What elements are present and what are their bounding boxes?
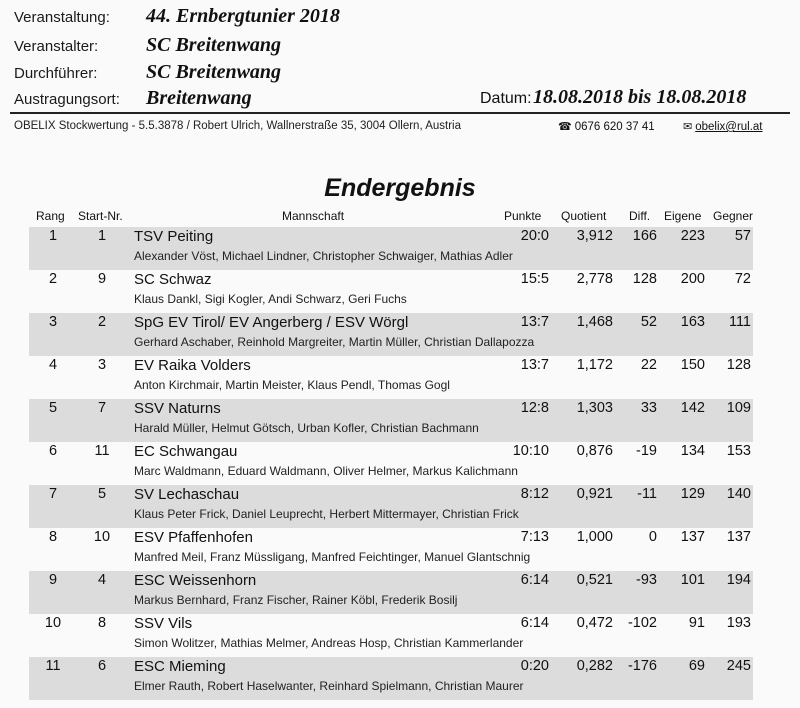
rank-cell: 3 xyxy=(48,314,58,330)
table-row xyxy=(29,442,753,485)
opponent-score-cell: 109 xyxy=(726,400,751,416)
points-cell: 6:14 xyxy=(520,615,549,631)
points-cell: 7:13 xyxy=(520,529,549,545)
start-number-cell: 8 xyxy=(97,615,107,631)
team-players: Markus Bernhard, Franz Fischer, Rainer Köbl, Frederik Bosilj xyxy=(134,593,458,607)
team-name: ESC Mieming xyxy=(134,658,226,675)
opponent-score-cell: 194 xyxy=(726,572,751,588)
opponent-score-cell: 137 xyxy=(726,529,751,545)
opponent-score-cell: 128 xyxy=(726,357,751,373)
quotient-cell: 3,912 xyxy=(576,228,613,244)
quotient-cell: 1,000 xyxy=(576,529,613,545)
veranstaltung-label: Veranstaltung: xyxy=(14,9,110,26)
col-diff: Diff. xyxy=(629,209,651,223)
rank-cell: 6 xyxy=(48,443,58,459)
quotient-cell: 2,778 xyxy=(576,271,613,287)
start-number-cell: 7 xyxy=(97,400,107,416)
page-title: Endergebnis xyxy=(324,174,476,202)
rank-cell: 7 xyxy=(48,486,58,502)
table-row xyxy=(29,313,753,356)
email-contact[interactable] xyxy=(683,120,763,133)
opponent-score-cell: 111 xyxy=(728,314,751,330)
col-quotient: Quotient xyxy=(561,209,607,223)
veranstalter-label: Veranstalter: xyxy=(14,38,99,55)
veranstaltung-value: 44. Ernbergtunier 2018 xyxy=(146,5,340,27)
own-score-cell: 101 xyxy=(680,572,705,588)
rank-cell: 2 xyxy=(48,271,58,287)
table-row xyxy=(29,528,753,571)
points-cell: 13:7 xyxy=(520,314,549,330)
quotient-cell: 1,303 xyxy=(576,400,613,416)
team-players: Anton Kirchmair, Martin Meister, Klaus Pendl, Thomas Gogl xyxy=(134,378,450,392)
own-score-cell: 163 xyxy=(680,314,705,330)
team-players: Elmer Rauth, Robert Haselwanter, Reinhard Spielmann, Christian Maurer xyxy=(134,679,524,693)
diff-cell: -93 xyxy=(636,572,657,588)
team-name: SSV Vils xyxy=(134,615,193,632)
table-row xyxy=(29,485,753,528)
phone-number: 0676 620 37 41 xyxy=(574,121,655,133)
col-mannschaft: Mannschaft xyxy=(282,209,345,223)
opponent-score-cell: 57 xyxy=(734,228,751,244)
diff-cell: -11 xyxy=(637,486,657,502)
team-name: TSV Peiting xyxy=(134,228,214,245)
diff-cell: 33 xyxy=(640,400,657,416)
start-number-cell: 1 xyxy=(97,228,107,244)
diff-cell: 128 xyxy=(632,271,657,287)
phone-contact xyxy=(558,120,655,133)
datum-value: 18.08.2018 bis 18.08.2018 xyxy=(533,86,747,108)
start-number-cell: 5 xyxy=(97,486,107,502)
quotient-cell: 0,472 xyxy=(576,615,613,631)
rank-cell: 10 xyxy=(44,615,62,631)
rank-cell: 4 xyxy=(48,357,58,373)
opponent-score-cell: 72 xyxy=(734,271,751,287)
own-score-cell: 150 xyxy=(680,357,705,373)
diff-cell: -176 xyxy=(627,658,657,674)
ort-label: Austragungsort: xyxy=(14,91,120,108)
start-number-cell: 11 xyxy=(94,443,110,459)
rank-cell: 9 xyxy=(48,572,58,588)
team-players: Klaus Dankl, Sigi Kogler, Andi Schwarz, Geri Fuchs xyxy=(134,292,407,306)
own-score-cell: 137 xyxy=(680,529,705,545)
start-number-cell: 9 xyxy=(97,271,107,287)
rank-cell: 8 xyxy=(48,529,58,545)
points-cell: 6:14 xyxy=(520,572,549,588)
veranstalter-value: SC Breitenwang xyxy=(146,34,282,56)
start-number-cell: 4 xyxy=(97,572,107,588)
start-number-cell: 6 xyxy=(97,658,107,674)
team-name: SSV Naturns xyxy=(134,400,221,417)
team-name: EV Raika Volders xyxy=(134,357,251,374)
team-players: Harald Müller, Helmut Götsch, Urban Kofler, Christian Bachmann xyxy=(134,421,479,435)
team-players: Alexander Vöst, Michael Lindner, Christopher Schwaiger, Mathias Adler xyxy=(134,249,513,263)
ort-value: Breitenwang xyxy=(146,87,252,109)
col-punkte: Punkte xyxy=(504,209,542,223)
col-gegner: Gegner xyxy=(713,209,754,223)
quotient-cell: 0,521 xyxy=(576,572,613,588)
email-link[interactable]: obelix@rul.at xyxy=(695,121,763,133)
durchfuehrer-label: Durchführer: xyxy=(14,65,98,82)
own-score-cell: 142 xyxy=(680,400,705,416)
opponent-score-cell: 193 xyxy=(726,615,751,631)
diff-cell: 52 xyxy=(640,314,657,330)
points-cell: 12:8 xyxy=(520,400,549,416)
rank-cell: 1 xyxy=(48,228,58,244)
own-score-cell: 200 xyxy=(680,271,705,287)
quotient-cell: 0,876 xyxy=(576,443,613,459)
own-score-cell: 129 xyxy=(680,486,705,502)
software-info: OBELIX Stockwertung - 5.5.3878 / Robert Ulrich, Wallnerstraße 35, 3004 Ollern, Austria xyxy=(14,120,462,132)
opponent-score-cell: 153 xyxy=(726,443,751,459)
team-players: Simon Wolitzer, Mathias Melmer, Andreas Hosp, Christian Kammerlander xyxy=(134,636,524,650)
rank-cell: 11 xyxy=(45,658,61,674)
start-number-cell: 10 xyxy=(93,529,111,545)
table-row xyxy=(29,657,753,700)
datum-label: Datum: xyxy=(480,90,532,107)
start-number-cell: 2 xyxy=(97,314,107,330)
quotient-cell: 1,468 xyxy=(576,314,613,330)
table-row xyxy=(29,356,753,399)
team-name: ESC Weissenhorn xyxy=(134,572,257,589)
team-players: Manfred Meil, Franz Müssligang, Manfred Feichtinger, Manuel Glantschnig xyxy=(134,550,531,564)
envelope-icon: ✉ xyxy=(683,121,693,133)
team-name: ESV Pfaffenhofen xyxy=(134,529,253,546)
points-cell: 8:12 xyxy=(520,486,549,502)
col-rang: Rang xyxy=(36,209,65,223)
table-row xyxy=(29,399,753,442)
start-number-cell: 3 xyxy=(97,357,107,373)
rank-cell: 5 xyxy=(48,400,58,416)
diff-cell: 166 xyxy=(632,228,657,244)
quotient-cell: 0,282 xyxy=(576,658,613,674)
table-row xyxy=(29,571,753,614)
table-row xyxy=(29,227,753,270)
diff-cell: -19 xyxy=(636,443,657,459)
table-row xyxy=(29,614,753,657)
diff-cell: 22 xyxy=(640,357,657,373)
opponent-score-cell: 140 xyxy=(726,486,751,502)
team-players: Gerhard Aschaber, Reinhold Margreiter, Martin Müller, Christian Dallapozza xyxy=(134,335,535,349)
team-players: Klaus Peter Frick, Daniel Leuprecht, Herbert Mittermayer, Christian Frick xyxy=(134,507,519,521)
own-score-cell: 69 xyxy=(688,658,705,674)
diff-cell: -102 xyxy=(627,615,657,631)
team-name: SC Schwaz xyxy=(134,271,212,288)
quotient-cell: 1,172 xyxy=(576,357,613,373)
telephone-icon: ☎ xyxy=(558,121,572,133)
own-score-cell: 91 xyxy=(688,615,705,631)
quotient-cell: 0,921 xyxy=(576,486,613,502)
team-players: Marc Waldmann, Eduard Waldmann, Oliver Helmer, Markus Kalichmann xyxy=(134,464,518,478)
points-cell: 13:7 xyxy=(520,357,549,373)
durchfuehrer-value: SC Breitenwang xyxy=(146,61,282,83)
col-start: Start-Nr. xyxy=(78,209,123,223)
points-cell: 20:0 xyxy=(520,228,549,244)
points-cell: 0:20 xyxy=(520,658,549,674)
team-name: SpG EV Tirol/ EV Angerberg / ESV Wörgl xyxy=(134,314,409,331)
points-cell: 10:10 xyxy=(512,443,549,459)
header-divider xyxy=(10,112,790,114)
col-eigene: Eigene xyxy=(664,209,702,223)
points-cell: 15:5 xyxy=(520,271,549,287)
own-score-cell: 223 xyxy=(680,228,705,244)
team-name: SV Lechaschau xyxy=(134,486,240,503)
diff-cell: 0 xyxy=(648,529,657,545)
own-score-cell: 134 xyxy=(680,443,705,459)
opponent-score-cell: 245 xyxy=(726,658,751,674)
table-row xyxy=(29,270,753,313)
team-name: EC Schwangau xyxy=(134,443,238,460)
